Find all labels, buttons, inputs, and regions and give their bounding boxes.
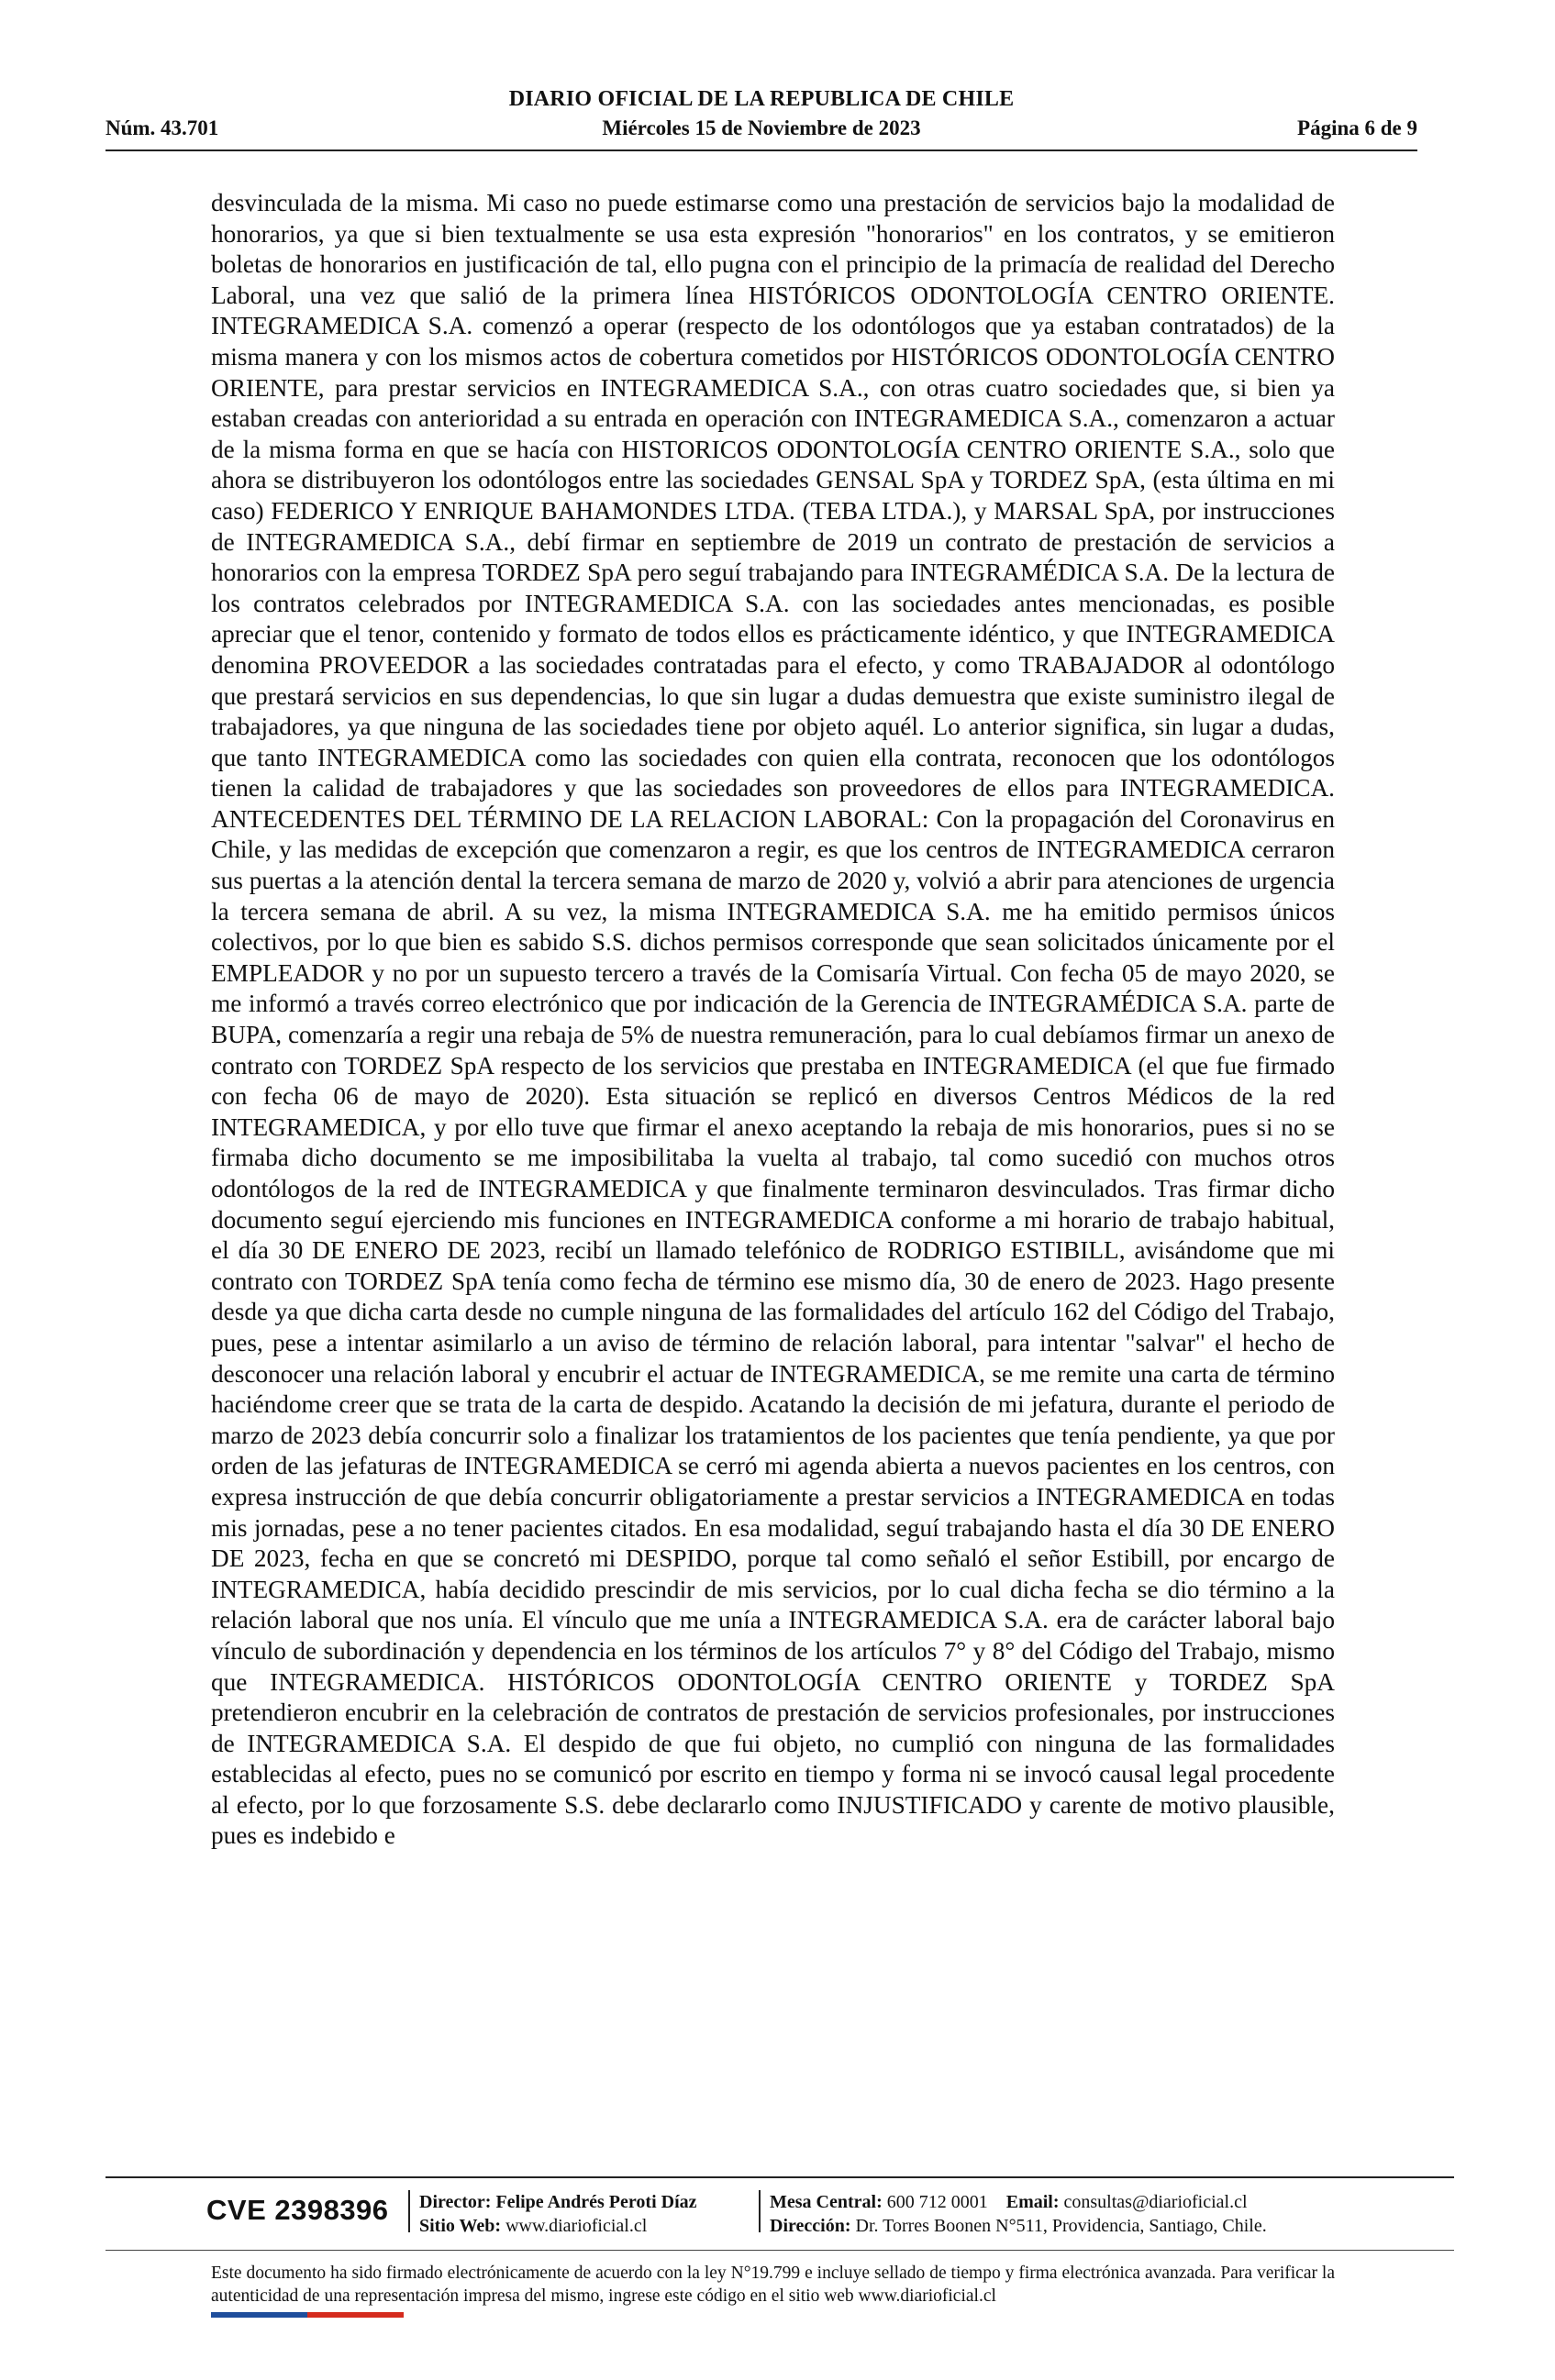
phone-number: 600 712 0001 [886,2192,988,2212]
email-link[interactable]: consultas@diarioficial.cl [1063,2192,1248,2212]
legal-notice: Este documento ha sido firmado electrónicamente de acuerdo con la ley N°19.799 e incluye sellado de tiempo y firma electrónica avanzada. Para verificar la autenticidad de una representación impresa del mismo, ingrese este código en el sitio web www.diarioficial.cl [211,2264,1335,2306]
email-label: Email: [1005,2192,1060,2212]
footer-director-block [419,2190,697,2238]
header-divider [106,149,1417,151]
publication-title: DIARIO OFICIAL DE LA REPUBLICA DE CHILE [508,87,1015,111]
website-link[interactable]: www.diarioficial.cl [505,2216,648,2236]
address-text: Dr. Torres Boonen N°511, Providencia, Santiago, Chile. [855,2216,1267,2236]
body-text: desvinculada de la misma. Mi caso no puede estimarse como una prestación de servicios bajo la modalidad de honorarios, ya que si bien textualmente se usa esta expresión "honorarios" en los contratos, y se emitieron boletas de honorarios en justificación de tal, ello pugna con el principio de la primacía de realidad del Derecho Laboral, una vez que salió de la primera línea HISTÓRICOS ODONTOLOGÍA CENTRO ORIENTE. INTEGRAMEDICA S.A. comenzó a operar (respecto de los odontólogos que ya estaban contratados) de la misma manera y con los mismos actos de cobertura cometidos por HISTÓRICOS ODONTOLOGÍA CENTRO ORIENTE, para prestar servicios en INTEGRAMEDICA S.A., con otras cuatro sociedades que, si bien ya estaban creadas con anterioridad a su entrada en operación con INTEGRAMEDICA S.A., comenzaron a actuar de la misma forma en que se hacía con HISTORICOS ODONTOLOGÍA CENTRO ORIENTE S.A., solo que ahora se distribuyeron los odontólogos entre las sociedades GENSAL SpA y TORDEZ SpA, (esta última en mi caso) FEDERICO Y ENRIQUE BAHAMONDES LTDA. (TEBA LTDA.), y MARSAL SpA, por instrucciones de INTEGRAMEDICA S.A., debí firmar en septiembre de 2019 un contrato de prestación de servicios a honorarios con la empresa TORDEZ SpA pero seguí trabajando para INTEGRAMÉDICA S.A. De la lectura de los contratos celebrados por INTEGRAMEDICA S.A. con las sociedades antes mencionadas, es posible apreciar que el tenor, contenido y formato de todos ellos es prácticamente idéntico, y que INTEGRAMEDICA denomina PROVEEDOR a las sociedades contratadas para el efecto, y como TRABAJADOR al odontólogo que prestará servicios en sus dependencias, lo que sin lugar a dudas demuestra que existe suministro ilegal de trabajadores, ya que ninguna de las sociedades tiene por objeto aquél. Lo anterior significa, sin lugar a dudas, que tanto INTEGRAMEDICA como las sociedades con quien ella contrata, reconocen que los odontólogos tienen la calidad de trabajadores y que las sociedades son proveedores de ellos para INTEGRAMEDICA. ANTECEDENTES DEL TÉRMINO DE LA RELACION LABORAL: Con la propagación del Coronavirus en Chile, y las medidas de excepción que comenzaron a regir, es que los centros de INTEGRAMEDICA cerraron sus puertas a la atención dental la tercera semana de marzo de 2020 y, volvió a abrir para atenciones de urgencia la tercera semana de abril. A su vez, la misma INTEGRAMEDICA S.A. me ha emitido permisos únicos colectivos, por lo que bien es sabido S.S. dichos permisos corresponde que sean solicitados únicamente por el EMPLEADOR y no por un supuesto tercero a través de la Comisaría Virtual. Con fecha 05 de mayo 2020, se me informó a través correo electrónico que por indicación de la Gerencia de INTEGRAMÉDICA S.A. parte de BUPA, comenzaría a regir una rebaja de 5% de nuestra remuneración, para lo cual debíamos firmar un anexo de contrato con TORDEZ SpA respecto de los servicios que prestaba en INTEGRAMEDICA (el que fue firmado con fecha 06 de mayo de 2020). Esta situación se replicó en diversos Centros Médicos de la red INTEGRAMEDICA, y por ello tuve que firmar el anexo aceptando la rebaja de mis honorarios, pues si no se firmaba dicho documento se me imposibilitaba la vuelta al trabajo, tal como sucedió con muchos otros odontólogos de la red de INTEGRAMEDICA y que finalmente terminaron desvinculados. Tras firmar dicho documento seguí ejerciendo mis funciones en INTEGRAMEDICA conforme a mi horario de trabajo habitual, el día 30 DE ENERO DE 2023, recibí un llamado telefónico de RODRIGO ESTIBILL, avisándome que mi contrato con TORDEZ SpA tenía como fecha de término ese mismo día, 30 de enero de 2023. Hago presente desde ya que dicha carta desde no cumple ninguna de las formalidades del artículo 162 del Código del Trabajo, pues, pese a intentar asimilarlo a un aviso de término de relación laboral, para intentar "salvar" el hecho de desconocer una relación laboral y encubrir el actuar de INTEGRAMEDICA, se me remite una carta de término haciéndome creer que se trata de la carta de despido. Acatando la decisión de mi jefatura, durante el periodo de marzo de 2023 debía concurrir solo a finalizar los tratamientos de los pacientes que tenía pendiente, ya que por orden de las jefaturas de INTEGRAMEDICA se cerró mi agenda abierta a nuevos pacientes en los centros, con expresa instrucción de que debía concurrir obligatoriamente a prestar servicios a INTEGRAMEDICA en todas mis jornadas, pese a no tener pacientes citados. En esa modalidad, seguí trabajando hasta el día 30 DE ENERO DE 2023, fecha en que se concretó mi DESPIDO, porque tal como señaló el señor Estibill, por encargo de INTEGRAMEDICA, había decidido prescindir de mis servicios, por lo cual dicha fecha se dio término a la relación laboral que nos unía. El vínculo que me unía a INTEGRAMEDICA S.A. era de carácter laboral bajo vínculo de subordinación y dependencia en los términos de los artículos 7° y 8° del Código del Trabajo, mismo que INTEGRAMEDICA. HISTÓRICOS ODONTOLOGÍA CENTRO ORIENTE y TORDEZ SpA pretendieron encubrir en la celebración de contratos de prestación de servicios profesionales, por instrucciones de INTEGRAMEDICA S.A. El despido de que fui objeto, no cumplió con ninguna de las formalidades establecidas al efecto, pues no se comunicó por escrito en tiempo y forma ni se invocó causal legal procedente al efecto, por lo que forzosamente S.S. debe declararlo como INJUSTIFICADO y carente de motivo plausible, pues es indebido e [211,189,1335,1850]
page-number: Página 6 de 9 [1297,116,1417,139]
director-name: Felipe Andrés Peroti Díaz [495,2192,697,2212]
footer-divider-thin [106,2250,1454,2251]
cve-code: CVE 2398396 [206,2194,389,2226]
issue-number: Núm. 43.701 [106,116,219,139]
address-label: Dirección: [770,2216,851,2236]
flag-blue-segment [211,2312,307,2318]
flag-red-segment [307,2312,404,2318]
phone-label: Mesa Central: [770,2192,883,2212]
footer-divider [106,2176,1454,2178]
page-footer [106,2183,1454,2238]
issue-date: Miércoles 15 de Noviembre de 2023 [602,116,921,139]
chile-flag-stripe [211,2312,404,2318]
director-label: Director: [419,2192,492,2212]
footer-separator [759,2190,761,2232]
page-header [106,87,1417,144]
footer-contact-block [770,2190,1267,2238]
footer-separator [408,2190,410,2232]
website-label: Sitio Web: [419,2216,502,2236]
